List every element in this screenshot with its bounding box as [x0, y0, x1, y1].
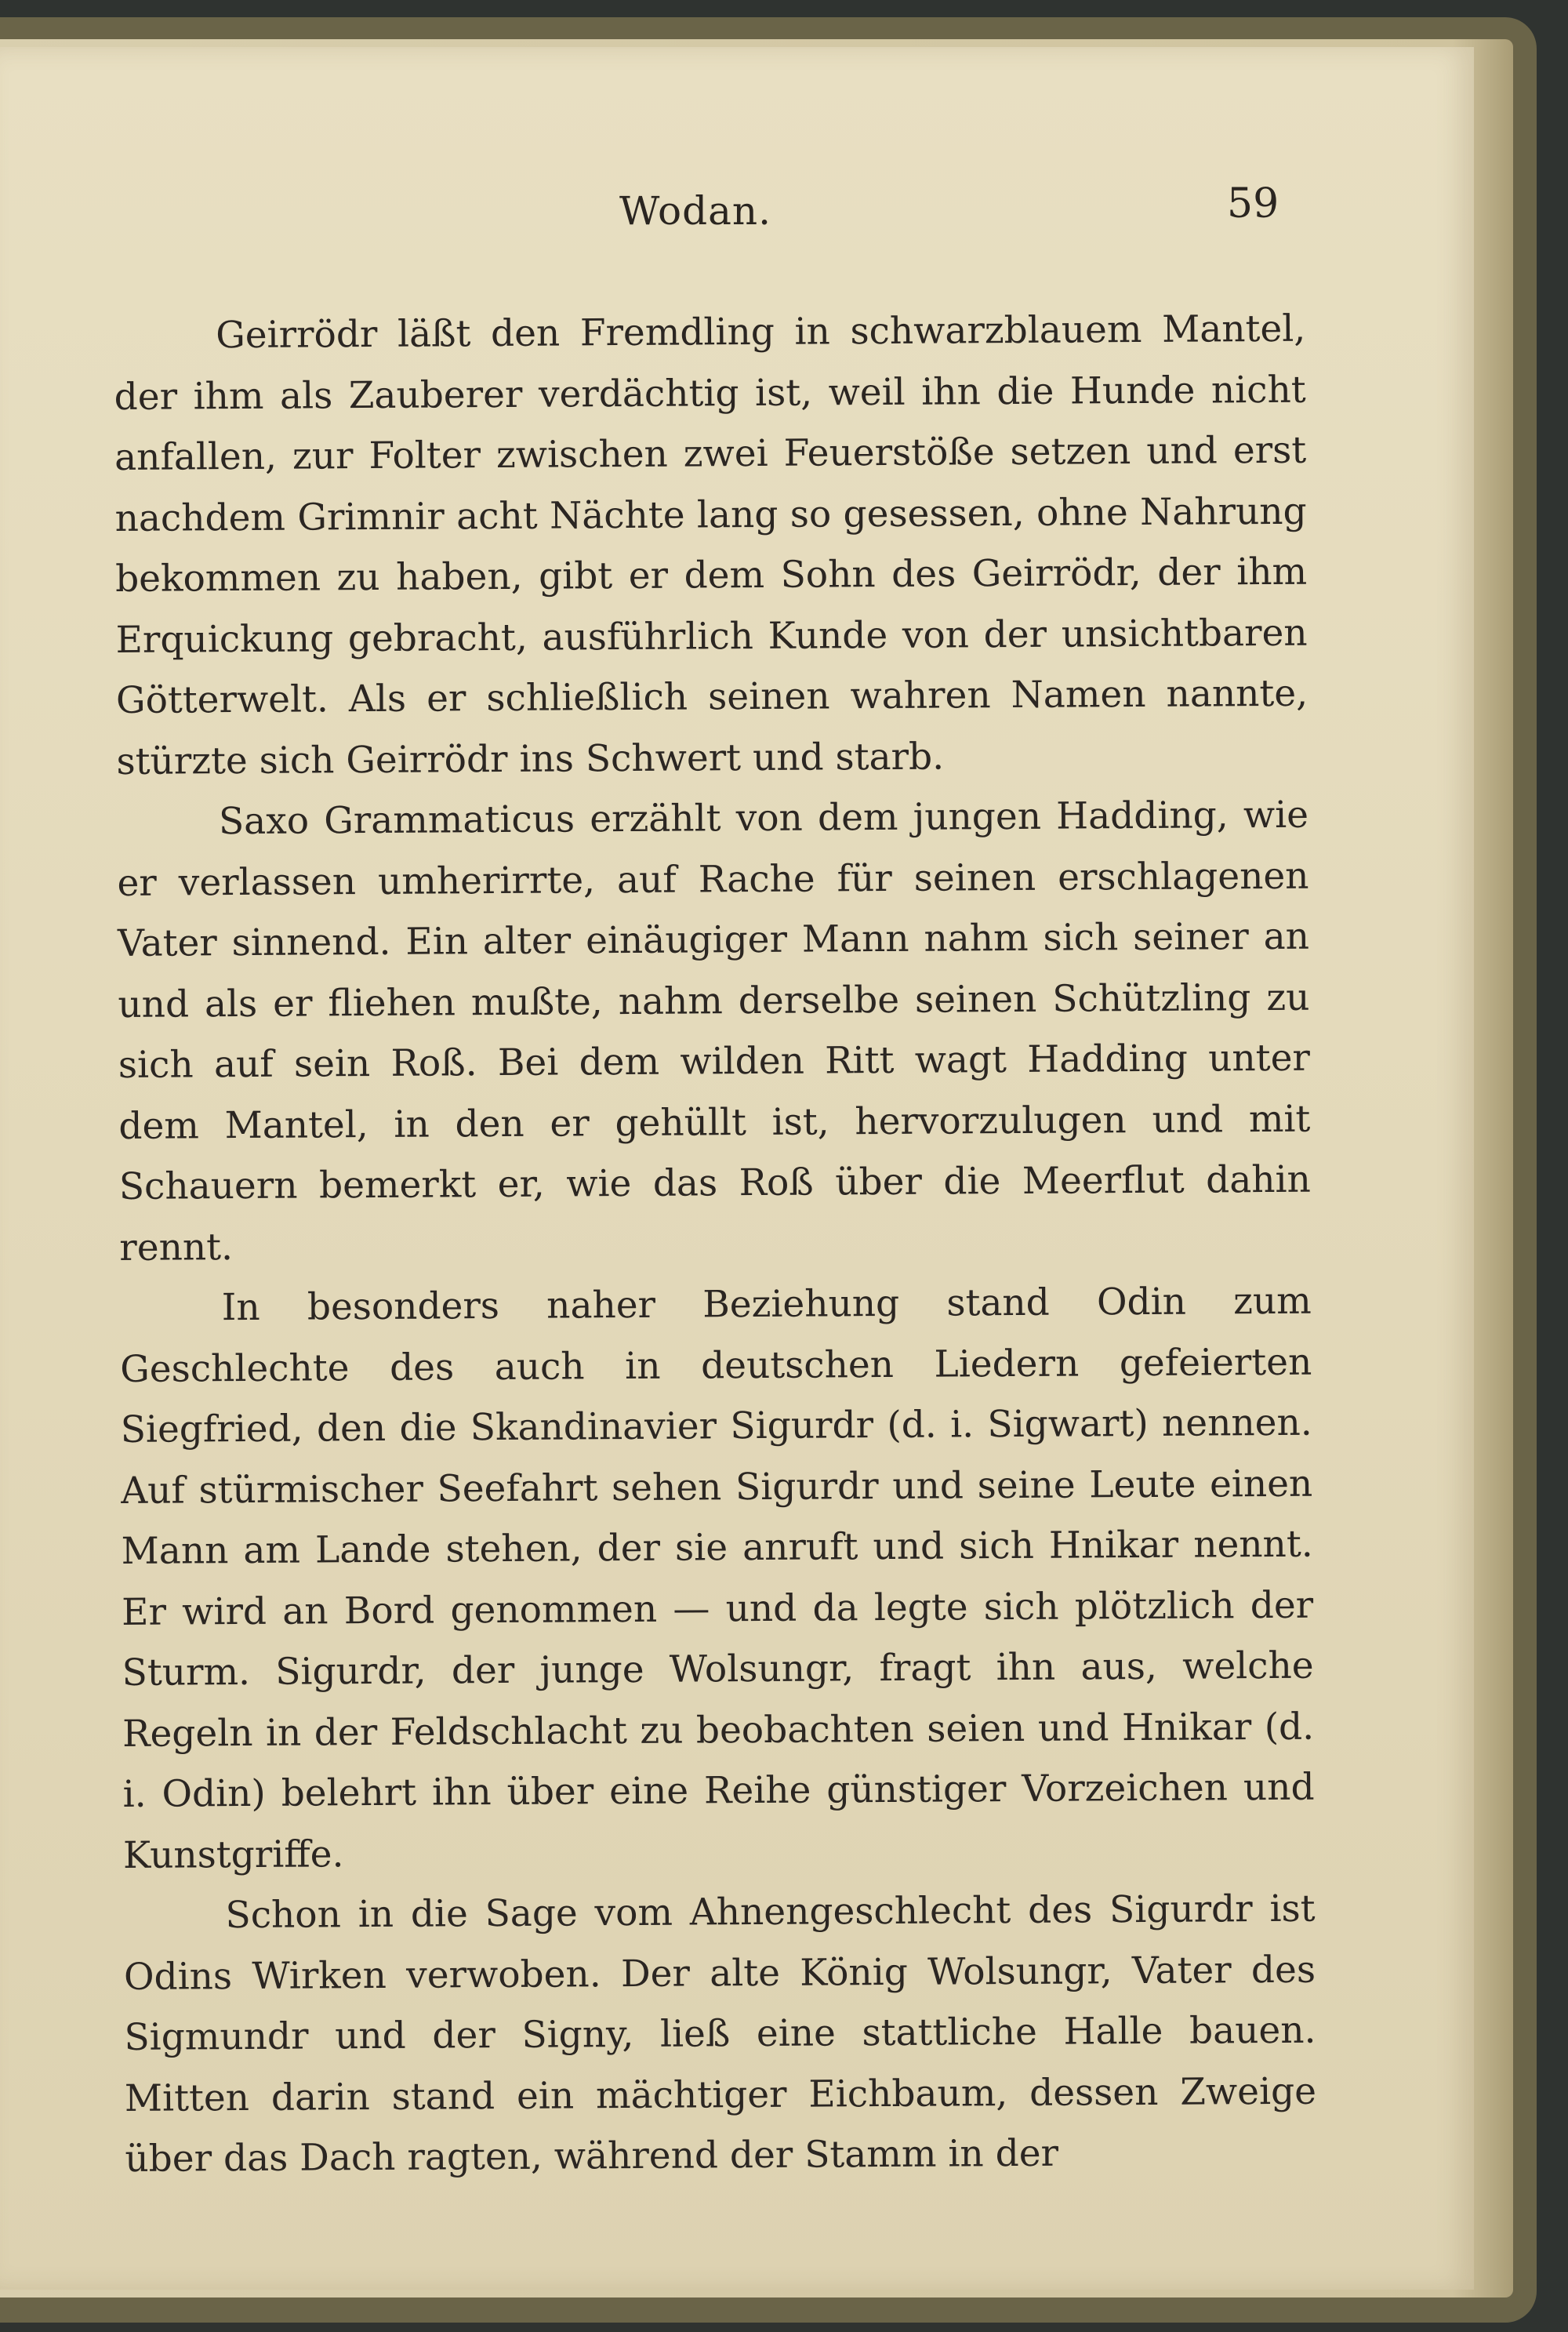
page-number: 59: [1227, 180, 1279, 227]
paragraph-3: In besonders naher Beziehung stand Odin zum Geschlechte des auch in deutschen Liedern gefeierten Siegfried, den die Skandinavier Sigurdr (d. i. Sigwart) nennen. Auf stürmischer Seefahrt sehen Sigurdr und seine Leute einen Mann am Lande stehen, der sie anruft und sich Hnikar nennt. Er wird an Bord genommen — und da legte sich plötzlich der Sturm. Sigurdr, der junge Wolsungr, fragt ihn aus, welche Regeln in der Feldschlacht zu beobachten seien und Hnikar (d. i. Odin) belehrt ihn über eine Reihe günstiger Vorzeichen und Kunstgriffe.: [120, 1279, 1315, 1877]
paragraph-1: Geirrödr läßt den Fremdling in schwarzblauem Mantel, der ihm als Zauberer verdächtig ist, weil ihn die Hunde nicht anfallen, zur Folter zwischen zwei Feuerstöße setzen und erst nachdem Grimnir acht Nächte lang so gesessen, ohne Nahrung bekommen zu haben, gibt er dem Sohn des Geirrödr, der ihm Erquickung gebracht, ausführlich Kunde von der unsichtbaren Götterwelt. Als er schließlich seinen wahren Namen nannte, stürzte sich Geirrödr ins Schwert und starb.: [114, 307, 1308, 783]
body-text: [114, 299, 1317, 2190]
running-head: Wodan.: [619, 188, 772, 234]
book-page: [0, 47, 1474, 2290]
page-header: [0, 173, 1474, 243]
paragraph-4: Schon in die Sage vom Ahnengeschlecht des Sigurdr ist Odins Wirken verwoben. Der alte König Wolsungr, Vater des Sigmundr und der Signy, ließ eine stattliche Halle bauen. Mitten darin stand ein mächtiger Eichbaum, dessen Zweige über das Dach ragten, während der Stamm in der: [123, 1887, 1317, 2181]
paragraph-2: Saxo Grammaticus erzählt von dem jungen Hadding, wie er verlassen umherirrte, auf Rache für seinen erschlagenen Vater sinnend. Ein alter einäugiger Mann nahm sich seiner an und als er fliehen mußte, nahm derselbe seinen Schützling zu sich auf sein Roß. Bei dem wilden Ritt wagt Hadding unter dem Mantel, in den er gehüllt ist, hervorzulugen und mit Schauern bemerkt er, wie das Roß über die Meerflut dahin rennt.: [117, 793, 1312, 1270]
